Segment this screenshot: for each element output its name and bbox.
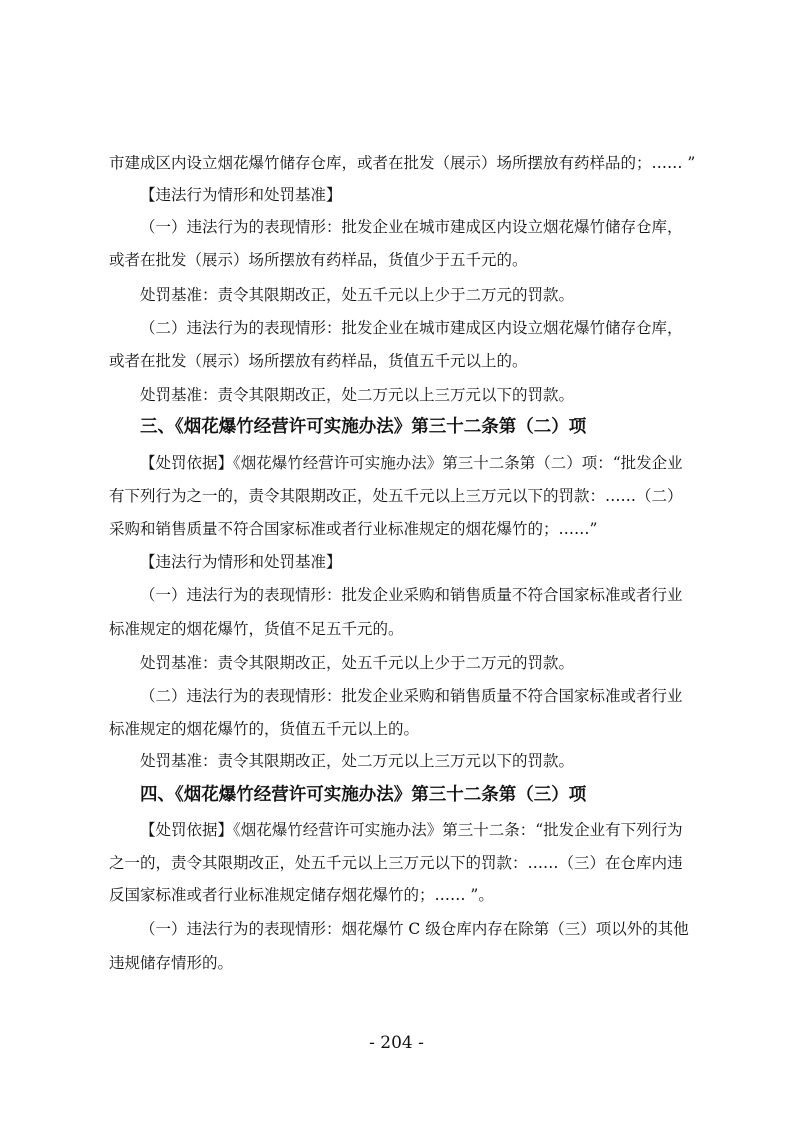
body-line: （一）违法行为的表现情形：批发企业采购和销售质量不符合国家标准或者行业 xyxy=(140,586,683,604)
body-line: 反国家标准或者行业标准规定储存烟花爆竹的；…… ”。 xyxy=(109,886,494,904)
body-line: （二）违法行为的表现情形：批发企业在城市建成区内设立烟花爆竹储存仓库， xyxy=(140,319,683,337)
body-line: 或者在批发（展示）场所摆放有药样品，货值少于五千元的。 xyxy=(109,251,528,269)
body-line: 采购和销售质量不符合国家标准或者行业标准规定的烟花爆竹的；……” xyxy=(109,520,598,538)
body-line: 处罚基准：责令其限期改正，处二万元以上三万元以下的罚款。 xyxy=(140,386,575,404)
page-number: - 204 - xyxy=(369,1033,424,1053)
body-line: 或者在批发（展示）场所摆放有药样品，货值五千元以上的。 xyxy=(109,352,528,370)
body-line: 有下列行为之一的，责令其限期改正，处五千元以上三万元以下的罚款：……（二） xyxy=(109,487,683,505)
body-line: 【处罚依据】《烟花爆竹经营许可实施办法》第三十二条第（二）项：“批发企业 xyxy=(140,454,683,472)
body-line: 违规储存情形的。 xyxy=(109,954,234,972)
body-line: 市建成区内设立烟花爆竹储存仓库，或者在批发（展示）场所摆放有药样品的；…… ” xyxy=(109,154,696,172)
section-heading: 三、《烟花爆竹经营许可实施办法》第三十二条第（二）项 xyxy=(140,417,587,437)
body-line: （二）违法行为的表现情形：批发企业采购和销售质量不符合国家标准或者行业 xyxy=(140,687,683,705)
body-line: 标准规定的烟花爆竹，货值不足五千元的。 xyxy=(109,620,404,638)
body-line: （一）违法行为的表现情形：烟花爆竹 C 级仓库内存在除第（三）项以外的其他 xyxy=(140,920,689,938)
body-line: （一）违法行为的表现情形：批发企业在城市建成区内设立烟花爆竹储存仓库， xyxy=(140,218,683,236)
body-line: 处罚基准：责令其限期改正，处二万元以上三万元以下的罚款。 xyxy=(140,752,575,770)
section-heading: 四、《烟花爆竹经营许可实施办法》第三十二条第（三）项 xyxy=(140,785,587,805)
body-line: 处罚基准：责令其限期改正，处五千元以上少于二万元的罚款。 xyxy=(140,286,575,304)
section-label: 【违法行为情形和处罚基准】 xyxy=(140,553,342,571)
body-line: 之一的，责令其限期改正，处五千元以上三万元以下的罚款：……（三）在仓库内违 xyxy=(109,854,683,872)
body-line: 【处罚依据】《烟花爆竹经营许可实施办法》第三十二条：“批发企业有下列行为 xyxy=(140,821,683,839)
body-line: 标准规定的烟花爆竹的，货值五千元以上的。 xyxy=(109,720,420,738)
body-line: 处罚基准：责令其限期改正，处五千元以上少于二万元的罚款。 xyxy=(140,654,575,672)
section-label: 【违法行为情形和处罚基准】 xyxy=(140,186,342,204)
